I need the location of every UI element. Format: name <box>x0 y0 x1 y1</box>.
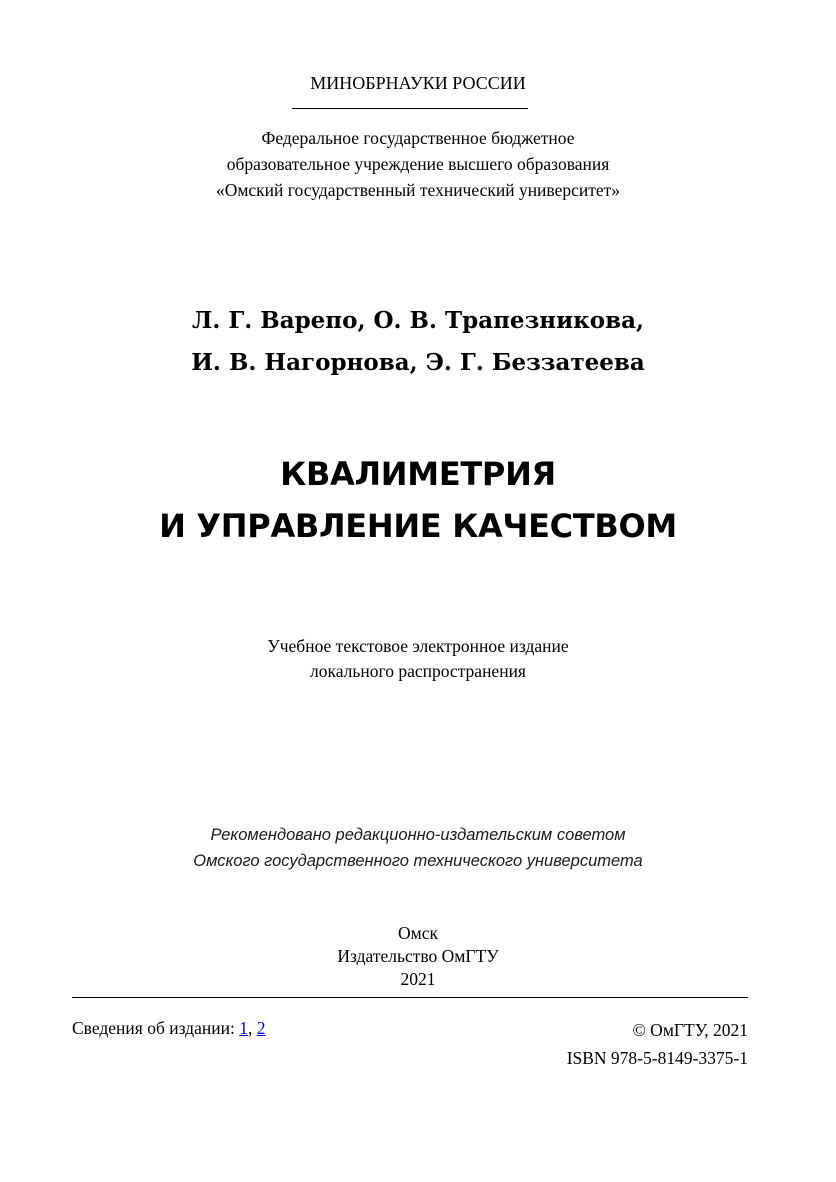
institution-line-3: «Омский государственный технический университет» <box>215 180 621 200</box>
edition-info-link-2[interactable]: 2 <box>256 1018 266 1038</box>
institution-line-2: образовательное учреждение высшего образования <box>226 154 610 174</box>
edition-type-line-2: локального распространения <box>310 661 526 681</box>
imprint-publisher: Издательство ОмГТУ <box>337 946 499 966</box>
book-title <box>0 448 836 552</box>
imprint-block <box>0 922 836 991</box>
institution-line-1: Федеральное государственное бюджетное <box>261 128 575 148</box>
imprint-city: Омск <box>398 923 438 943</box>
ministry-underline <box>292 108 528 109</box>
institution-block <box>0 125 836 203</box>
edition-info-label: Сведения об издании: <box>72 1018 235 1038</box>
authors-line-1: Л. Г. Варепо, О. В. Трапезникова, <box>192 307 644 334</box>
book-title-line-1: КВАЛИМЕТРИЯ <box>280 455 556 493</box>
ministry-text: МИНОБРНАУКИ РОССИИ <box>310 73 526 93</box>
book-title-line-2: И УПРАВЛЕНИЕ КАЧЕСТВОМ <box>159 507 677 545</box>
edition-info <box>72 1016 265 1040</box>
recommendation-line-1: Рекомендовано редакционно-издательским советом <box>210 826 626 844</box>
ministry-name <box>0 72 836 94</box>
recommendation-note <box>0 822 836 874</box>
isbn-text: ISBN 978-5-8149-3375-1 <box>566 1048 748 1068</box>
rights-block <box>567 1016 748 1072</box>
imprint-year: 2021 <box>400 969 436 989</box>
edition-type-line-1: Учебное текстовое электронное издание <box>267 636 569 656</box>
edition-info-link-1[interactable]: 1 <box>239 1018 248 1038</box>
footer-divider <box>72 997 748 998</box>
authors-line-2: И. В. Нагорнова, Э. Г. Беззатеева <box>191 349 645 376</box>
edition-type <box>0 634 836 684</box>
recommendation-line-2: Омского государственного технического университета <box>193 852 643 870</box>
edition-info-separator: , <box>247 1018 253 1038</box>
copyright-text: © ОмГТУ, 2021 <box>632 1020 748 1040</box>
authors-block <box>0 300 836 384</box>
